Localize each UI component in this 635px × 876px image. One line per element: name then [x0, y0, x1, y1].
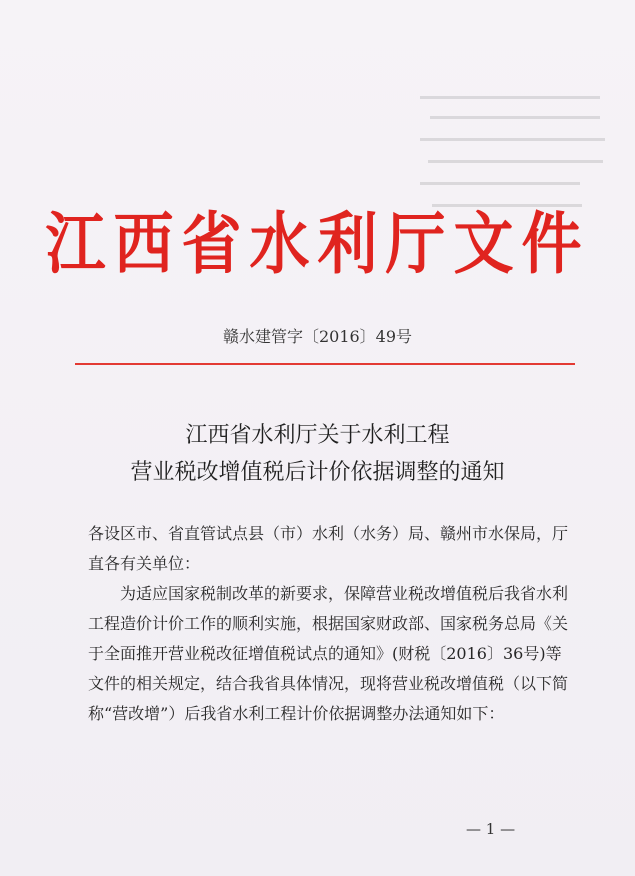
org-letterhead: 江西省水利厅文件 [45, 205, 590, 284]
document-number: 赣水建管字〔2016〕49号 [222, 327, 413, 346]
page-number: — 1 — [466, 820, 516, 838]
document-title-line2: 营业税改增值税后计价依据调整的通知 [130, 460, 505, 485]
document-body [88, 519, 570, 729]
addressee: 各设区市、省直管试点县（市）水利（水务）局、赣州市水保局，厅直各有关单位： [88, 524, 569, 573]
body-paragraph: 为适应国家税制改革的新要求，保障营业税改增值税后我省水利工程造价计价工作的顺利实施，根据国家财政部、国家税务总局《关于全面推开营业税改征增值税试点的通知》(财税〔2016〕36号)等文件的相关规定，结合我省具体情况，现将营业税改增值税（以下简称“营改增”）后我省水利工程计价依据调整办法通知如下： [88, 584, 569, 723]
document-title-line1: 江西省水利厅关于水利工程 [185, 423, 450, 448]
red-divider [75, 363, 575, 365]
